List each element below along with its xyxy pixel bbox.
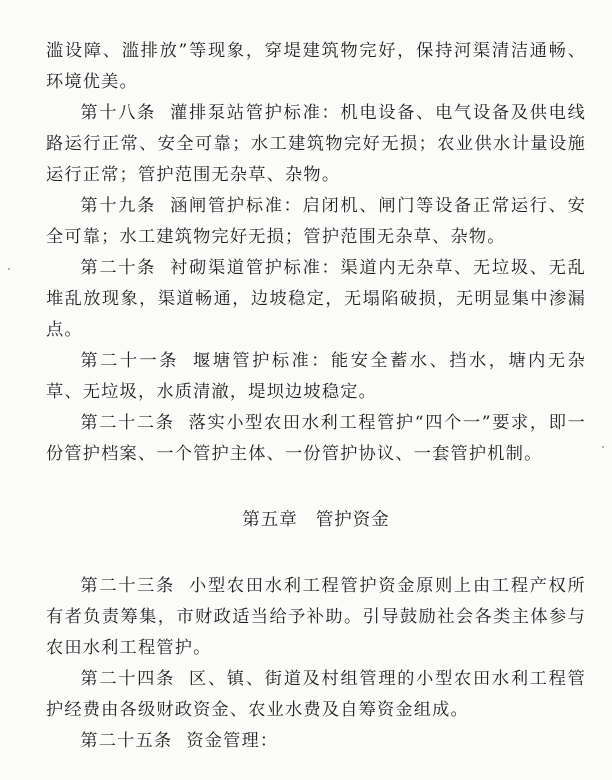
article-number: 第十九条 [80,196,157,216]
article-text: 灌排泵站管护标准：机电设备、电气设备及供电线路运行正常、安全可靠；水工建筑物完好无损；农业供水计量设施运行正常；管护范围无杂草、杂物。 [46,103,586,185]
document-page [46,36,586,757]
continuation-paragraph: 滥设障、滥排放”等现象，穿堤建筑物完好，保持河渠清洁通畅、环境优美。 [46,41,586,92]
chapter-number: 第五章 [242,510,298,530]
article-number: 第十八条 [80,103,157,123]
article-text: 落实小型农田水利工程管护“四个一”要求，即一份管护档案、一个管护主体、一份管护协议、一套管护机制。 [46,413,586,464]
articles-after-chapter [46,571,586,757]
article-number: 第二十条 [80,258,157,278]
article-text: 小型农田水利工程管护资金原则上由工程产权所有者负责筹集，市财政适当给予补助。引导鼓励社会各类主体参与农田水利工程管护。 [46,576,586,658]
articles-before-chapter [46,98,586,470]
article-20 [46,253,586,346]
scan-speck [8,268,10,270]
article-text: 区、镇、街道及村组管理的小型农田水利工程管护经费由各级财政资金、农业水费及自筹资金组成。 [46,669,586,720]
article-22 [46,408,586,470]
chapter-heading [46,506,586,531]
article-number: 第二十一条 [80,351,179,371]
article-number: 第二十二条 [80,413,175,433]
article-19 [46,191,586,253]
article-number: 第二十三条 [80,576,176,596]
article-text: 涵闸管护标准：启闭机、闸门等设备正常运行、安全可靠；水工建筑物完好无损；管护范围无杂草、杂物。 [46,196,586,247]
article-21 [46,346,586,408]
article-24 [46,664,586,726]
article-text: 堰塘管护标准：能安全蓄水、挡水，塘内无杂草、无垃圾，水质清澈，堤坝边坡稳定。 [46,351,586,402]
article-text: 资金管理： [186,731,279,751]
article-18 [46,98,586,191]
article-number: 第二十四条 [80,669,176,689]
scan-speck [602,446,604,448]
article-25 [46,726,586,757]
article-23 [46,571,586,664]
article-number: 第二十五条 [80,731,173,751]
article-text: 衬砌渠道管护标准：渠道内无杂草、无垃圾、无乱堆乱放现象，渠道畅通，边坡稳定，无塌陷破损，无明显集中渗漏点。 [46,258,586,340]
chapter-title: 管护资金 [315,510,390,530]
